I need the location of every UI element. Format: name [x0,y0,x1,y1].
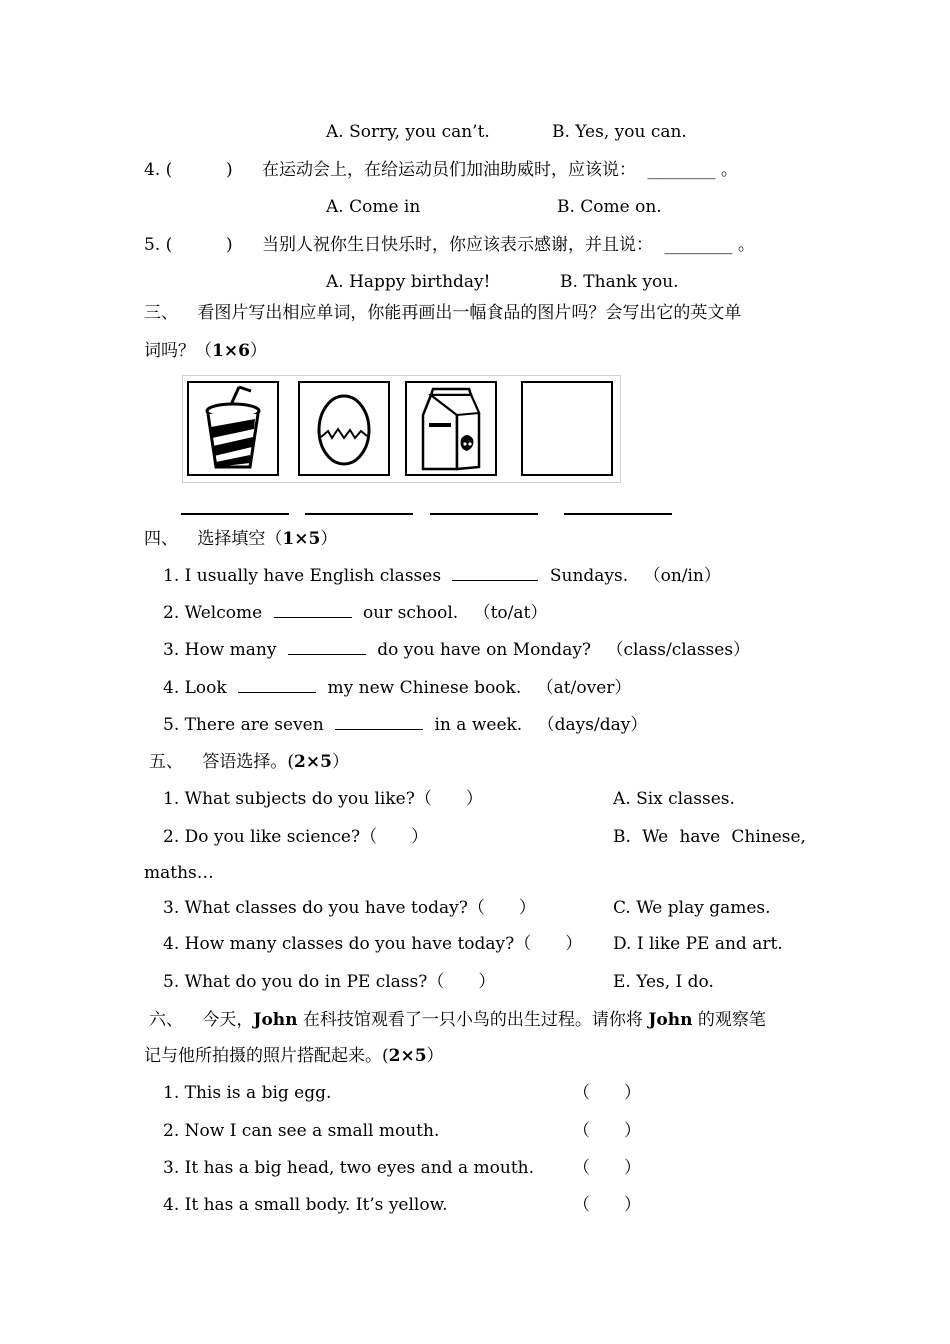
match-question[interactable]: 3. What classes do you have today?（ ） [163,898,536,918]
match-answer: E. Yes, I do. [613,972,714,992]
note-item: 2. Now I can see a small mouth. [163,1121,440,1141]
section3-instruction-cont: 词吗？（ [144,341,212,361]
q5-option-b: B. Thank you. [560,272,679,292]
section6-text: 记与他所拍摄的照片搭配起来。( [144,1046,389,1066]
section6-text: 的观察笔 [697,1010,766,1030]
fill-item-text: 1. I usually have English classes [163,566,442,586]
q4-option-a: A. Come in [326,197,421,217]
match-question[interactable]: 4. How many classes do you have today?（ ） [163,934,583,954]
section4-number: 四、 [144,529,178,549]
section5-number: 五、 [149,752,183,772]
q4-answer-bracket[interactable]: ) [226,160,233,180]
fill-item-options: （on/in） [643,566,721,586]
picture-answer-line-2[interactable] [305,513,413,515]
fill-item [163,678,631,698]
note-answer-bracket[interactable]: （ ） [573,1083,641,1103]
q5-option-a: A. Happy birthday! [326,272,491,292]
q5-question: 当别人祝你生日快乐时，你应该表示感谢，并且说： [262,235,653,255]
fill-item-options: （class/classes） [606,640,751,660]
empty-drawing-box[interactable] [521,381,613,476]
section3-number: 三、 [144,303,178,323]
q5-end: 。 [737,235,755,255]
section6-text: 在科技馆观看了一只小鸟的出生过程。请你将 [302,1010,643,1030]
match-answer: D. I like PE and art. [613,934,783,954]
fill-item-text: 4. Look [163,678,227,698]
picture-strip [182,375,621,483]
section3-heading [144,303,741,323]
fill-item [163,603,547,623]
fill-item-options: （at/over） [536,678,632,698]
fill-item-text-after: our school. [362,603,459,623]
section5-score: 2×5 [294,752,332,772]
section6-name: John [648,1010,693,1030]
cup-drink-icon [189,383,277,474]
section3-instruction: 看图片写出相应单词，你能再画出一幅食品的图片吗？会写出它的英文单 [197,303,742,323]
fill-item-text: 5. There are seven [163,715,324,735]
q5-blank[interactable]: ________ [664,235,733,255]
match-answer: C. We play games. [613,898,771,918]
milk-carton-icon [407,383,495,474]
note-item: 4. It has a small body. It’s yellow. [163,1195,448,1215]
fill-item [163,640,750,660]
fill-item-blank[interactable] [238,678,316,693]
q3-option-b: B. Yes, you can. [552,122,687,142]
fill-item-blank[interactable] [288,640,366,655]
milk-carton-picture [405,381,497,476]
fill-item [163,715,647,735]
match-question[interactable]: 5. What do you do in PE class?（ ） [163,972,496,992]
q5-answer-bracket[interactable]: ) [226,235,233,255]
section5-title: 答语选择。( [202,752,295,772]
fill-item-blank[interactable] [452,566,538,581]
q4-end: 。 [720,160,738,180]
fill-item-text-after: do you have on Monday? [377,640,592,660]
fill-item [163,566,721,586]
match-answer-word: Chinese, [731,827,806,847]
section6-text: 今天， [202,1010,254,1030]
cup-drink-picture [187,381,279,476]
note-answer-bracket[interactable]: （ ） [573,1121,641,1141]
fill-item-options: （to/at） [473,603,548,623]
section6-score: 2×5 [388,1046,427,1066]
fill-item-text-after: Sundays. [549,566,629,586]
note-item: 3. It has a big head, two eyes and a mouth. [163,1158,535,1178]
fill-item-text-after: my new Chinese book. [327,678,522,698]
fill-item-blank[interactable] [335,715,423,730]
q4-text [262,160,738,180]
section6-number: 六、 [149,1010,183,1030]
note-item: 1. This is a big egg. [163,1083,332,1103]
note-answer-bracket[interactable]: （ ） [573,1195,641,1215]
picture-answer-line-3[interactable] [430,513,538,515]
fill-item-text: 2. Welcome [163,603,263,623]
match-question[interactable]: 2. Do you like science?（ ） [163,827,429,847]
section4-score: 1×5 [282,529,321,549]
fill-item-text: 3. How many [163,640,277,660]
section3-score: 1×6 [212,341,250,361]
match-answer-letter: B. [613,827,631,847]
section4-heading [144,529,337,549]
fill-item-blank[interactable] [274,603,352,618]
q4-question: 在运动会上，在给运动员们加油助威时，应该说： [262,160,636,180]
match-answer-word: We [642,827,669,847]
q4-option-b: B. Come on. [557,197,662,217]
section6-heading-cont [144,1046,444,1066]
section4-title: 选择填空（ [197,529,283,549]
note-answer-bracket[interactable]: （ ） [573,1158,641,1178]
section6-name: John [253,1010,298,1030]
section5-close: ） [331,752,349,772]
egg-icon [300,383,388,474]
q4-blank[interactable]: ________ [647,160,716,180]
section5-heading [149,752,349,772]
section6-close: ） [426,1046,444,1066]
q4-number: 4. ( [144,160,173,180]
fill-item-text-after: in a week. [434,715,523,735]
match-answer-cont: maths… [144,863,214,883]
q5-text [262,235,755,255]
match-answer [613,827,806,847]
picture-answer-line-4[interactable] [564,513,672,515]
match-question[interactable]: 1. What subjects do you like?（ ） [163,789,483,809]
egg-picture [298,381,390,476]
section3-close: ） [249,341,267,361]
match-answer-word: have [679,827,721,847]
picture-answer-line-1[interactable] [181,513,289,515]
section4-close: ） [320,529,338,549]
match-answer: A. Six classes. [613,789,735,809]
section3-heading-cont [144,341,267,361]
section6-heading [149,1010,766,1030]
q3-option-a: A. Sorry, you can’t. [326,122,490,142]
q5-number: 5. ( [144,235,173,255]
fill-item-options: （days/day） [537,715,648,735]
